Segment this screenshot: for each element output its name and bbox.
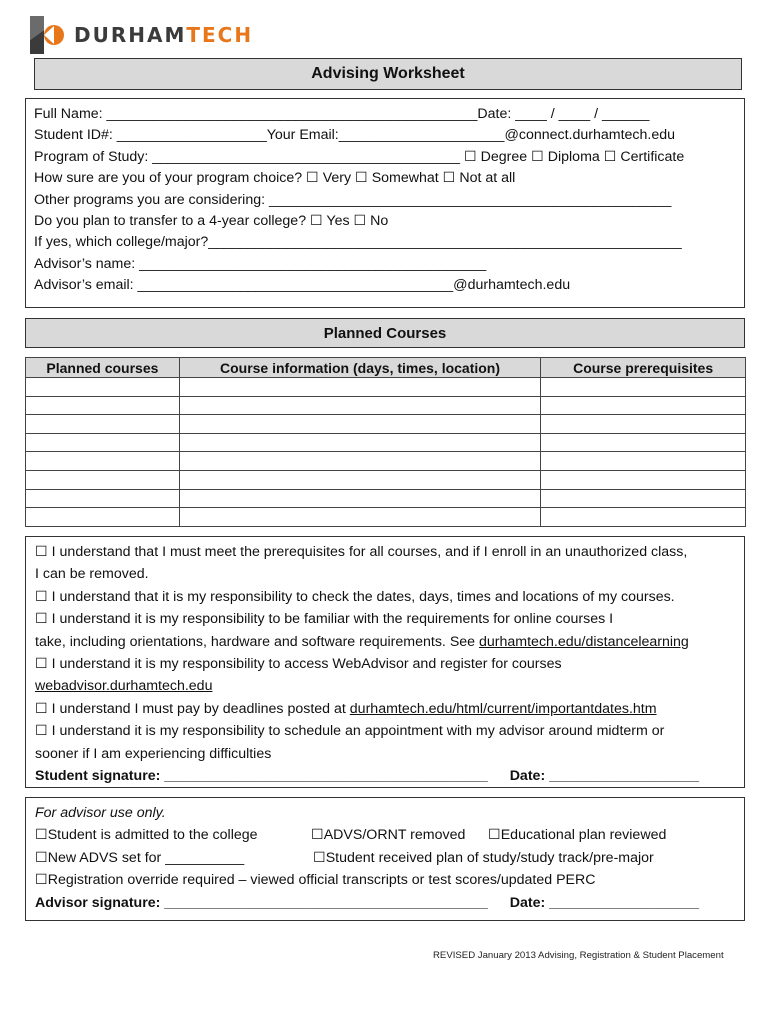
other-programs-field[interactable]: Other programs you are considering: ___________________________________________________	[34, 191, 672, 208]
column-header-planned-courses: Planned courses	[26, 358, 180, 378]
ack-appointment-checkbox[interactable]: ☐ I understand it is my responsibility to schedule an appointment with my advisor around midterm or	[35, 723, 665, 740]
advisor-use-heading: For advisor use only.	[35, 805, 166, 821]
advisor-checks-row-1	[35, 824, 735, 846]
advisor-signature-row	[35, 892, 735, 914]
table-cell[interactable]	[541, 396, 746, 415]
student-signature-date-field[interactable]: Date: ___________________	[509, 768, 700, 785]
page-title: Advising Worksheet	[34, 58, 742, 90]
admitted-checkbox[interactable]: ☐Student is admitted to the college	[35, 827, 258, 844]
distance-learning-link[interactable]: durhamtech.edu/distancelearning	[479, 633, 689, 650]
ack-deadlines-text: ☐ I understand I must pay by deadlines posted at	[35, 700, 350, 717]
column-header-course-prerequisites: Course prerequisites	[541, 358, 746, 378]
table-row	[26, 378, 746, 397]
table-row	[26, 470, 746, 489]
table-cell[interactable]	[26, 452, 180, 471]
table-row	[26, 452, 746, 471]
webadvisor-link[interactable]: webadvisor.durhamtech.edu	[35, 678, 213, 695]
table-cell[interactable]	[26, 433, 180, 452]
durham-tech-logo	[30, 14, 253, 56]
table-row	[26, 415, 746, 434]
table-cell[interactable]	[26, 378, 180, 397]
table-cell[interactable]	[541, 415, 746, 434]
table-cell[interactable]	[179, 508, 540, 527]
ack-prerequisites-checkbox[interactable]: ☐ I understand that I must meet the prerequisites for all courses, and if I enroll in an unauthorized class,	[35, 544, 688, 560]
table-cell[interactable]	[26, 489, 180, 508]
table-cell[interactable]	[179, 433, 540, 452]
table-cell[interactable]	[179, 452, 540, 471]
planned-courses-table	[25, 357, 746, 527]
ack-appointment-continued: sooner if I am experiencing difficulties	[35, 745, 272, 762]
transfer-plan-field[interactable]: Do you plan to transfer to a 4-year college? ☐ Yes ☐ No	[34, 213, 389, 230]
table-row	[26, 433, 746, 452]
program-of-study-field[interactable]: Program of Study: _______________________________________ ☐ Degree ☐ Diploma ☐ Certificate	[34, 148, 685, 165]
table-cell[interactable]	[179, 378, 540, 397]
logo-wordmark: DURHAMTECH	[74, 23, 254, 47]
ack-online-text: take, including orientations, hardware and software requirements. See	[35, 633, 480, 650]
program-certainty-field[interactable]: How sure are you of your program choice? ☐ Very ☐ Somewhat ☐ Not at all	[34, 170, 516, 187]
ack-prerequisites-continued: I can be removed.	[35, 566, 149, 583]
student-id-email-field[interactable]: Student ID#: ___________________Your Email:_____________________@connect.durhamtech.edu	[34, 127, 676, 144]
advisor-checks-row-2	[35, 847, 735, 869]
ack-online-requirements-checkbox[interactable]: ☐ I understand it is my responsibility to be familiar with the requirements for online courses I	[35, 611, 614, 628]
table-cell[interactable]	[179, 415, 540, 434]
table-cell[interactable]	[541, 378, 746, 397]
advisor-email-field[interactable]: Advisor’s email: ________________________________________@durhamtech.edu	[34, 277, 571, 294]
table-cell[interactable]	[26, 415, 180, 434]
table-cell[interactable]	[541, 489, 746, 508]
table-cell[interactable]	[541, 470, 746, 489]
table-row	[26, 396, 746, 415]
new-advs-checkbox[interactable]: ☐New ADVS set for __________	[35, 849, 245, 866]
column-header-course-information: Course information (days, times, location)	[179, 358, 540, 378]
advs-ornt-removed-checkbox[interactable]: ☐ADVS/ORNT removed	[311, 827, 466, 844]
planned-courses-title: Planned Courses	[25, 318, 745, 348]
advisor-use-section	[25, 797, 745, 921]
advisor-name-field[interactable]: Advisor’s name: ____________________________________________	[34, 255, 487, 272]
table-row	[26, 508, 746, 527]
table-cell[interactable]	[541, 433, 746, 452]
durham-tech-logo-icon	[30, 16, 64, 54]
college-major-field[interactable]: If yes, which college/major?____________________________________________________________	[34, 234, 682, 251]
educational-plan-checkbox[interactable]: ☐Educational plan reviewed	[488, 827, 667, 844]
table-cell[interactable]	[179, 396, 540, 415]
table-cell[interactable]	[541, 508, 746, 527]
ack-deadlines-checkbox[interactable]	[35, 698, 735, 720]
revision-footer: REVISED January 2013 Advising, Registration & Student Placement	[433, 950, 724, 961]
table-cell[interactable]	[179, 470, 540, 489]
advisor-signature-field[interactable]: Advisor signature: _________________________________________	[35, 894, 488, 911]
ack-webadvisor-checkbox[interactable]: ☐ I understand it is my responsibility to access WebAdvisor and register for courses	[35, 656, 562, 673]
student-info-section	[25, 98, 745, 308]
table-cell[interactable]	[179, 489, 540, 508]
important-dates-link[interactable]: durhamtech.edu/html/current/importantdates.htm	[349, 700, 657, 717]
override-checkbox[interactable]: ☐Registration override required – viewed official transcripts or test scores/updated PERC	[35, 872, 596, 889]
acknowledgements-section	[25, 536, 745, 788]
table-cell[interactable]	[541, 452, 746, 471]
table-cell[interactable]	[26, 508, 180, 527]
student-signature-row	[35, 765, 735, 787]
table-cell[interactable]	[26, 470, 180, 489]
table-cell[interactable]	[26, 396, 180, 415]
received-plan-checkbox[interactable]: ☐Student received plan of study/study track/pre-major	[313, 849, 654, 866]
table-row	[26, 489, 746, 508]
ack-online-requirements-continued	[35, 631, 735, 653]
student-signature-field[interactable]: Student signature: _________________________________________	[35, 768, 488, 785]
ack-check-dates-checkbox[interactable]: ☐ I understand that it is my responsibility to check the dates, days, times and locations of my courses.	[35, 588, 675, 605]
advisor-signature-date-field[interactable]: Date: ___________________	[509, 894, 700, 911]
full-name-date-field[interactable]: Full Name: _______________________________________________Date: ____ / ____ / ______	[34, 106, 650, 122]
